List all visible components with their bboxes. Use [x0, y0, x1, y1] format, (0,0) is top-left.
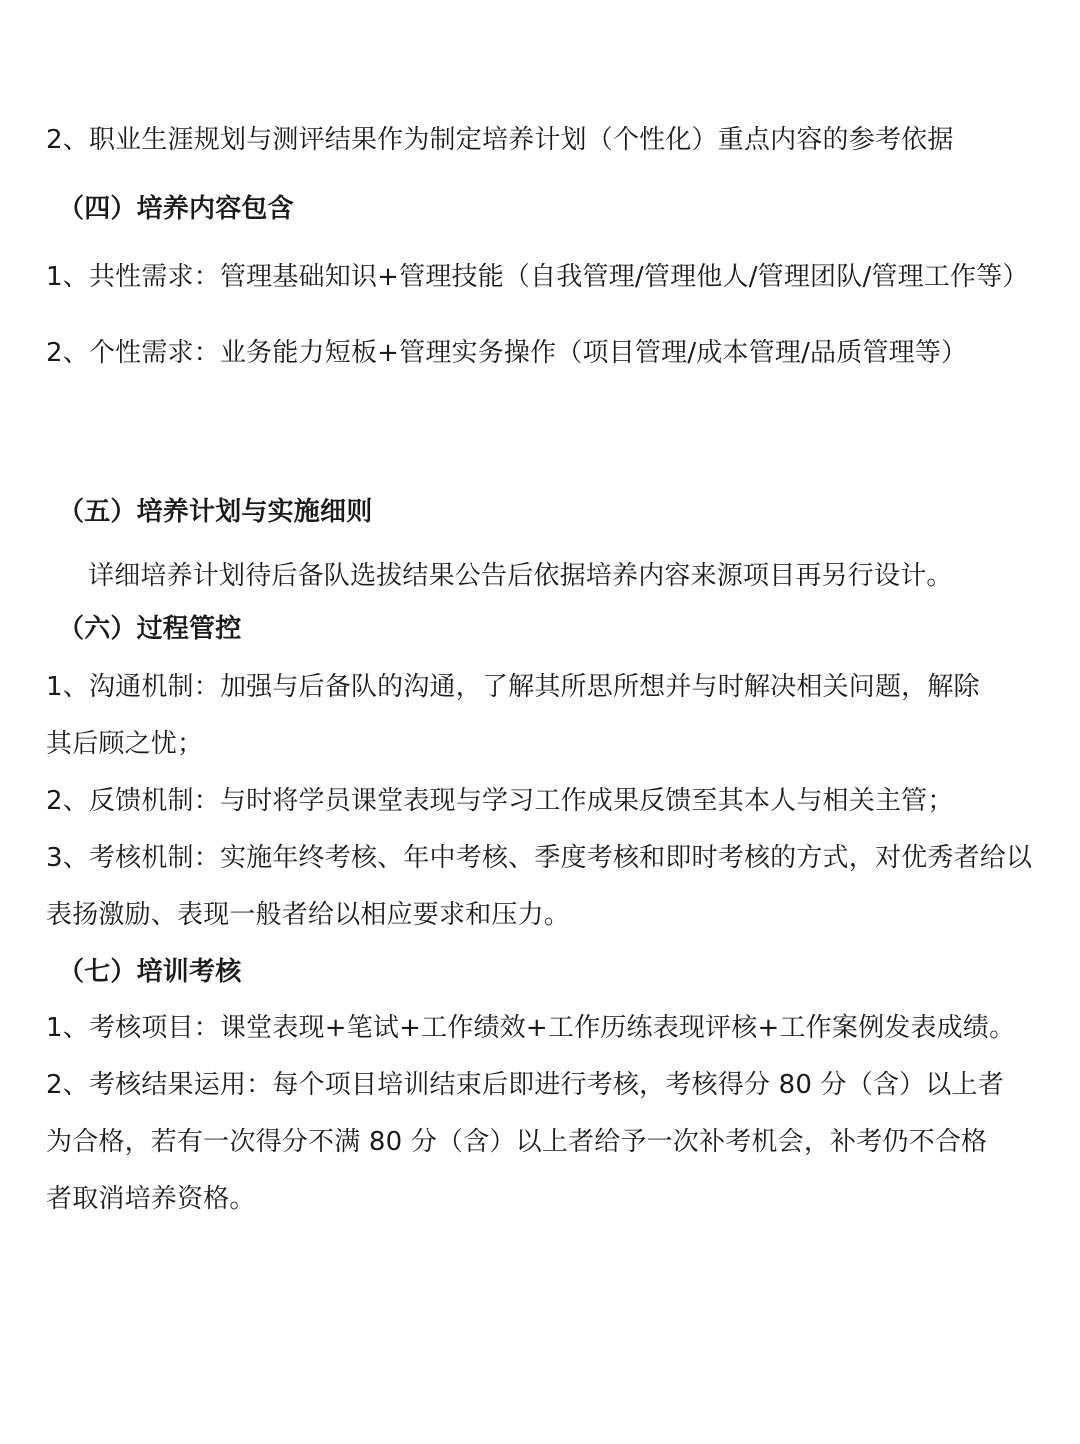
section-6-line-2: 其后顾之忧； [46, 729, 204, 759]
section-4-item-2: 2、个性需求：业务能力短板+管理实务操作（项目管理/成本管理/品质管理等） [46, 338, 968, 368]
section-6-line-1: 1、沟通机制：加强与后备队的沟通，了解其所思所想并与时解决相关问题，解除 [46, 672, 980, 702]
section-6-line-4: 3、考核机制：实施年终考核、年中考核、季度考核和即时考核的方式，对优秀者给以 [46, 843, 1033, 873]
section-7-line-2: 2、考核结果运用：每个项目培训结束后即进行考核，考核得分 80 分（含）以上者 [46, 1070, 1004, 1100]
section-6-line-3: 2、反馈机制：与时将学员课堂表现与学习工作成果反馈至其本人与相关主管； [46, 786, 954, 816]
section-6-heading: （六）过程管控 [58, 614, 242, 644]
section-6-line-5: 表扬激励、表现一般者给以相应要求和压力。 [46, 900, 571, 930]
section-7-heading: （七）培训考核 [58, 957, 242, 987]
section-5-paragraph: 详细培养计划待后备队选拔结果公告后依据培养内容来源项目再另行设计。 [88, 561, 953, 591]
section-4-heading: （四）培养内容包含 [58, 194, 294, 224]
section-7-line-1: 1、考核项目：课堂表现+笔试+工作绩效+工作历练表现评核+工作案例发表成绩。 [46, 1013, 1016, 1043]
section-5-heading: （五）培养计划与实施细则 [58, 497, 373, 527]
section-4-item-1: 1、共性需求：管理基础知识+管理技能（自我管理/管理他人/管理团队/管理工作等） [46, 262, 1029, 292]
section-7-line-3: 为合格，若有一次得分不满 80 分（含）以上者给予一次补考机会，补考仍不合格 [46, 1127, 988, 1157]
intro-item-2: 2、职业生涯规划与测评结果作为制定培养计划（个性化）重点内容的参考依据 [46, 125, 954, 155]
section-7-line-4: 者取消培养资格。 [46, 1184, 256, 1214]
